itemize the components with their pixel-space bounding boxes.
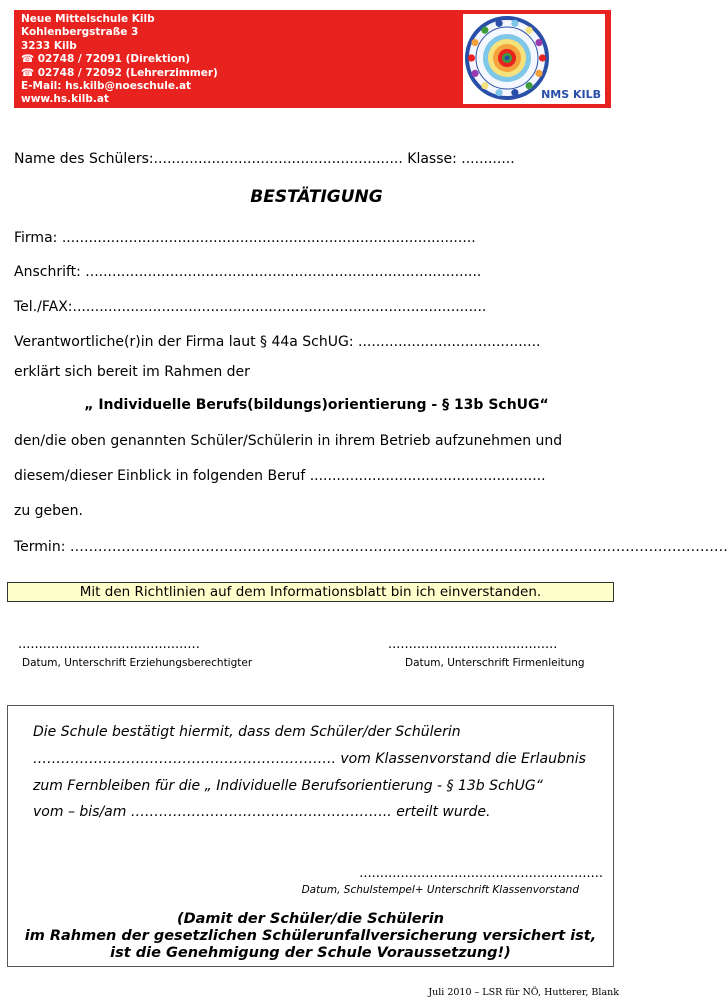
logo-dot bbox=[481, 82, 488, 89]
logo-dot bbox=[535, 70, 542, 77]
insurance-note-line-3: ist die Genehmigung der Schule Voraussetzung!) bbox=[110, 945, 511, 961]
school-contact-block bbox=[21, 13, 218, 107]
school-street: Kohlenbergstraße 3 bbox=[21, 26, 139, 39]
insurance-note-line-2: im Rahmen der gesetzlichen Schülerunfallversicherung versichert ist, bbox=[24, 928, 597, 944]
logo-dot bbox=[526, 82, 533, 89]
logo-dot bbox=[481, 27, 488, 34]
insurance-note bbox=[8, 911, 613, 962]
give-text: zu geben. bbox=[14, 503, 83, 519]
appointment-field[interactable]: Termin: …………………………………………………………………………………………………………………………… bbox=[14, 539, 728, 555]
class-teacher-signature-line[interactable]: ........................................................... bbox=[359, 866, 603, 881]
logo-dot bbox=[468, 54, 475, 61]
company-signature-label: Datum, Unterschrift Firmenleitung bbox=[405, 657, 585, 669]
logo-dot bbox=[496, 89, 503, 96]
school-city: 3233 Kilb bbox=[21, 39, 77, 52]
class-teacher-signature-label: Datum, Schulstempel+ Unterschrift Klassenvorstand bbox=[301, 884, 579, 896]
logo-dot bbox=[526, 27, 533, 34]
logo-text: NMS KILB bbox=[541, 88, 601, 101]
confirmation-date-field[interactable]: vom – bis/am ……………………………………………….. erteilt wurde. bbox=[33, 804, 491, 820]
logo-dot bbox=[496, 20, 503, 27]
logo-dot bbox=[511, 20, 518, 27]
confirmation-student-field[interactable]: ……………………………………………………….. vom Klassenvorstand die Erlaubnis bbox=[33, 751, 586, 767]
declaration-text: erklärt sich bereit im Rahmen der bbox=[14, 364, 250, 380]
company-field[interactable]: Firma: ............................................................................................. bbox=[14, 230, 476, 246]
school-email: E-Mail: hs.kilb@noeschule.at bbox=[21, 80, 192, 93]
school-header bbox=[14, 10, 611, 108]
phone-fax-field[interactable]: Tel./FAX:............................................................................................. bbox=[14, 299, 487, 315]
profession-field[interactable]: diesem/dieser Einblick in folgenden Beruf ..................................................... bbox=[14, 468, 546, 484]
school-confirmation-box bbox=[7, 705, 614, 967]
company-signature-line[interactable]: ......................................... bbox=[388, 637, 558, 652]
address-field[interactable]: Anschrift: ......................................................................................... bbox=[14, 264, 482, 280]
school-name: Neue Mittelschule Kilb bbox=[21, 13, 155, 25]
logo-dot bbox=[471, 39, 478, 46]
guardian-signature-label: Datum, Unterschrift Erziehungsberechtigter bbox=[22, 657, 253, 669]
program-title: „ Individuelle Berufs(bildungs)orientierung - § 13b SchUG“ bbox=[84, 397, 549, 413]
student-name-class-field[interactable]: Name des Schülers:........................................................ Klasse: ............ bbox=[14, 151, 515, 167]
insurance-note-line-1: (Damit der Schüler/die Schülerin bbox=[176, 911, 445, 927]
guidelines-note: Mit den Richtlinien auf dem Informationsblatt bin ich einverstanden. bbox=[7, 582, 614, 602]
take-in-text: den/die oben genannten Schüler/Schülerin in ihrem Betrieb aufzunehmen und bbox=[14, 433, 563, 449]
logo-dot bbox=[539, 54, 546, 61]
school-logo bbox=[463, 14, 605, 104]
logo-dot bbox=[471, 70, 478, 77]
school-phone-direction: ☎ 02748 / 72091 (Direktion) bbox=[21, 53, 191, 66]
guardian-signature-line[interactable]: ............................................ bbox=[18, 637, 200, 652]
confirmation-line-3: zum Fernbleiben für die „ Individuelle Berufsorientierung - § 13b SchUG“ bbox=[33, 778, 543, 794]
document-title: BESTÄTIGUNG bbox=[250, 187, 383, 207]
confirmation-line-1: Die Schule bestätigt hiermit, dass dem Schüler/der Schülerin bbox=[33, 724, 461, 740]
footer-credit: Juli 2010 – LSR für NÖ, Hutterer, Blank bbox=[428, 987, 619, 998]
school-phone-staffroom: ☎ 02748 / 72092 (Lehrerzimmer) bbox=[21, 66, 218, 79]
logo-dot bbox=[511, 89, 518, 96]
responsible-person-field[interactable]: Verantwortliche(r)in der Firma laut § 44a SchUG: ......................................... bbox=[14, 334, 541, 350]
logo-dot bbox=[535, 39, 542, 46]
school-website: www.hs.kilb.at bbox=[21, 93, 109, 106]
